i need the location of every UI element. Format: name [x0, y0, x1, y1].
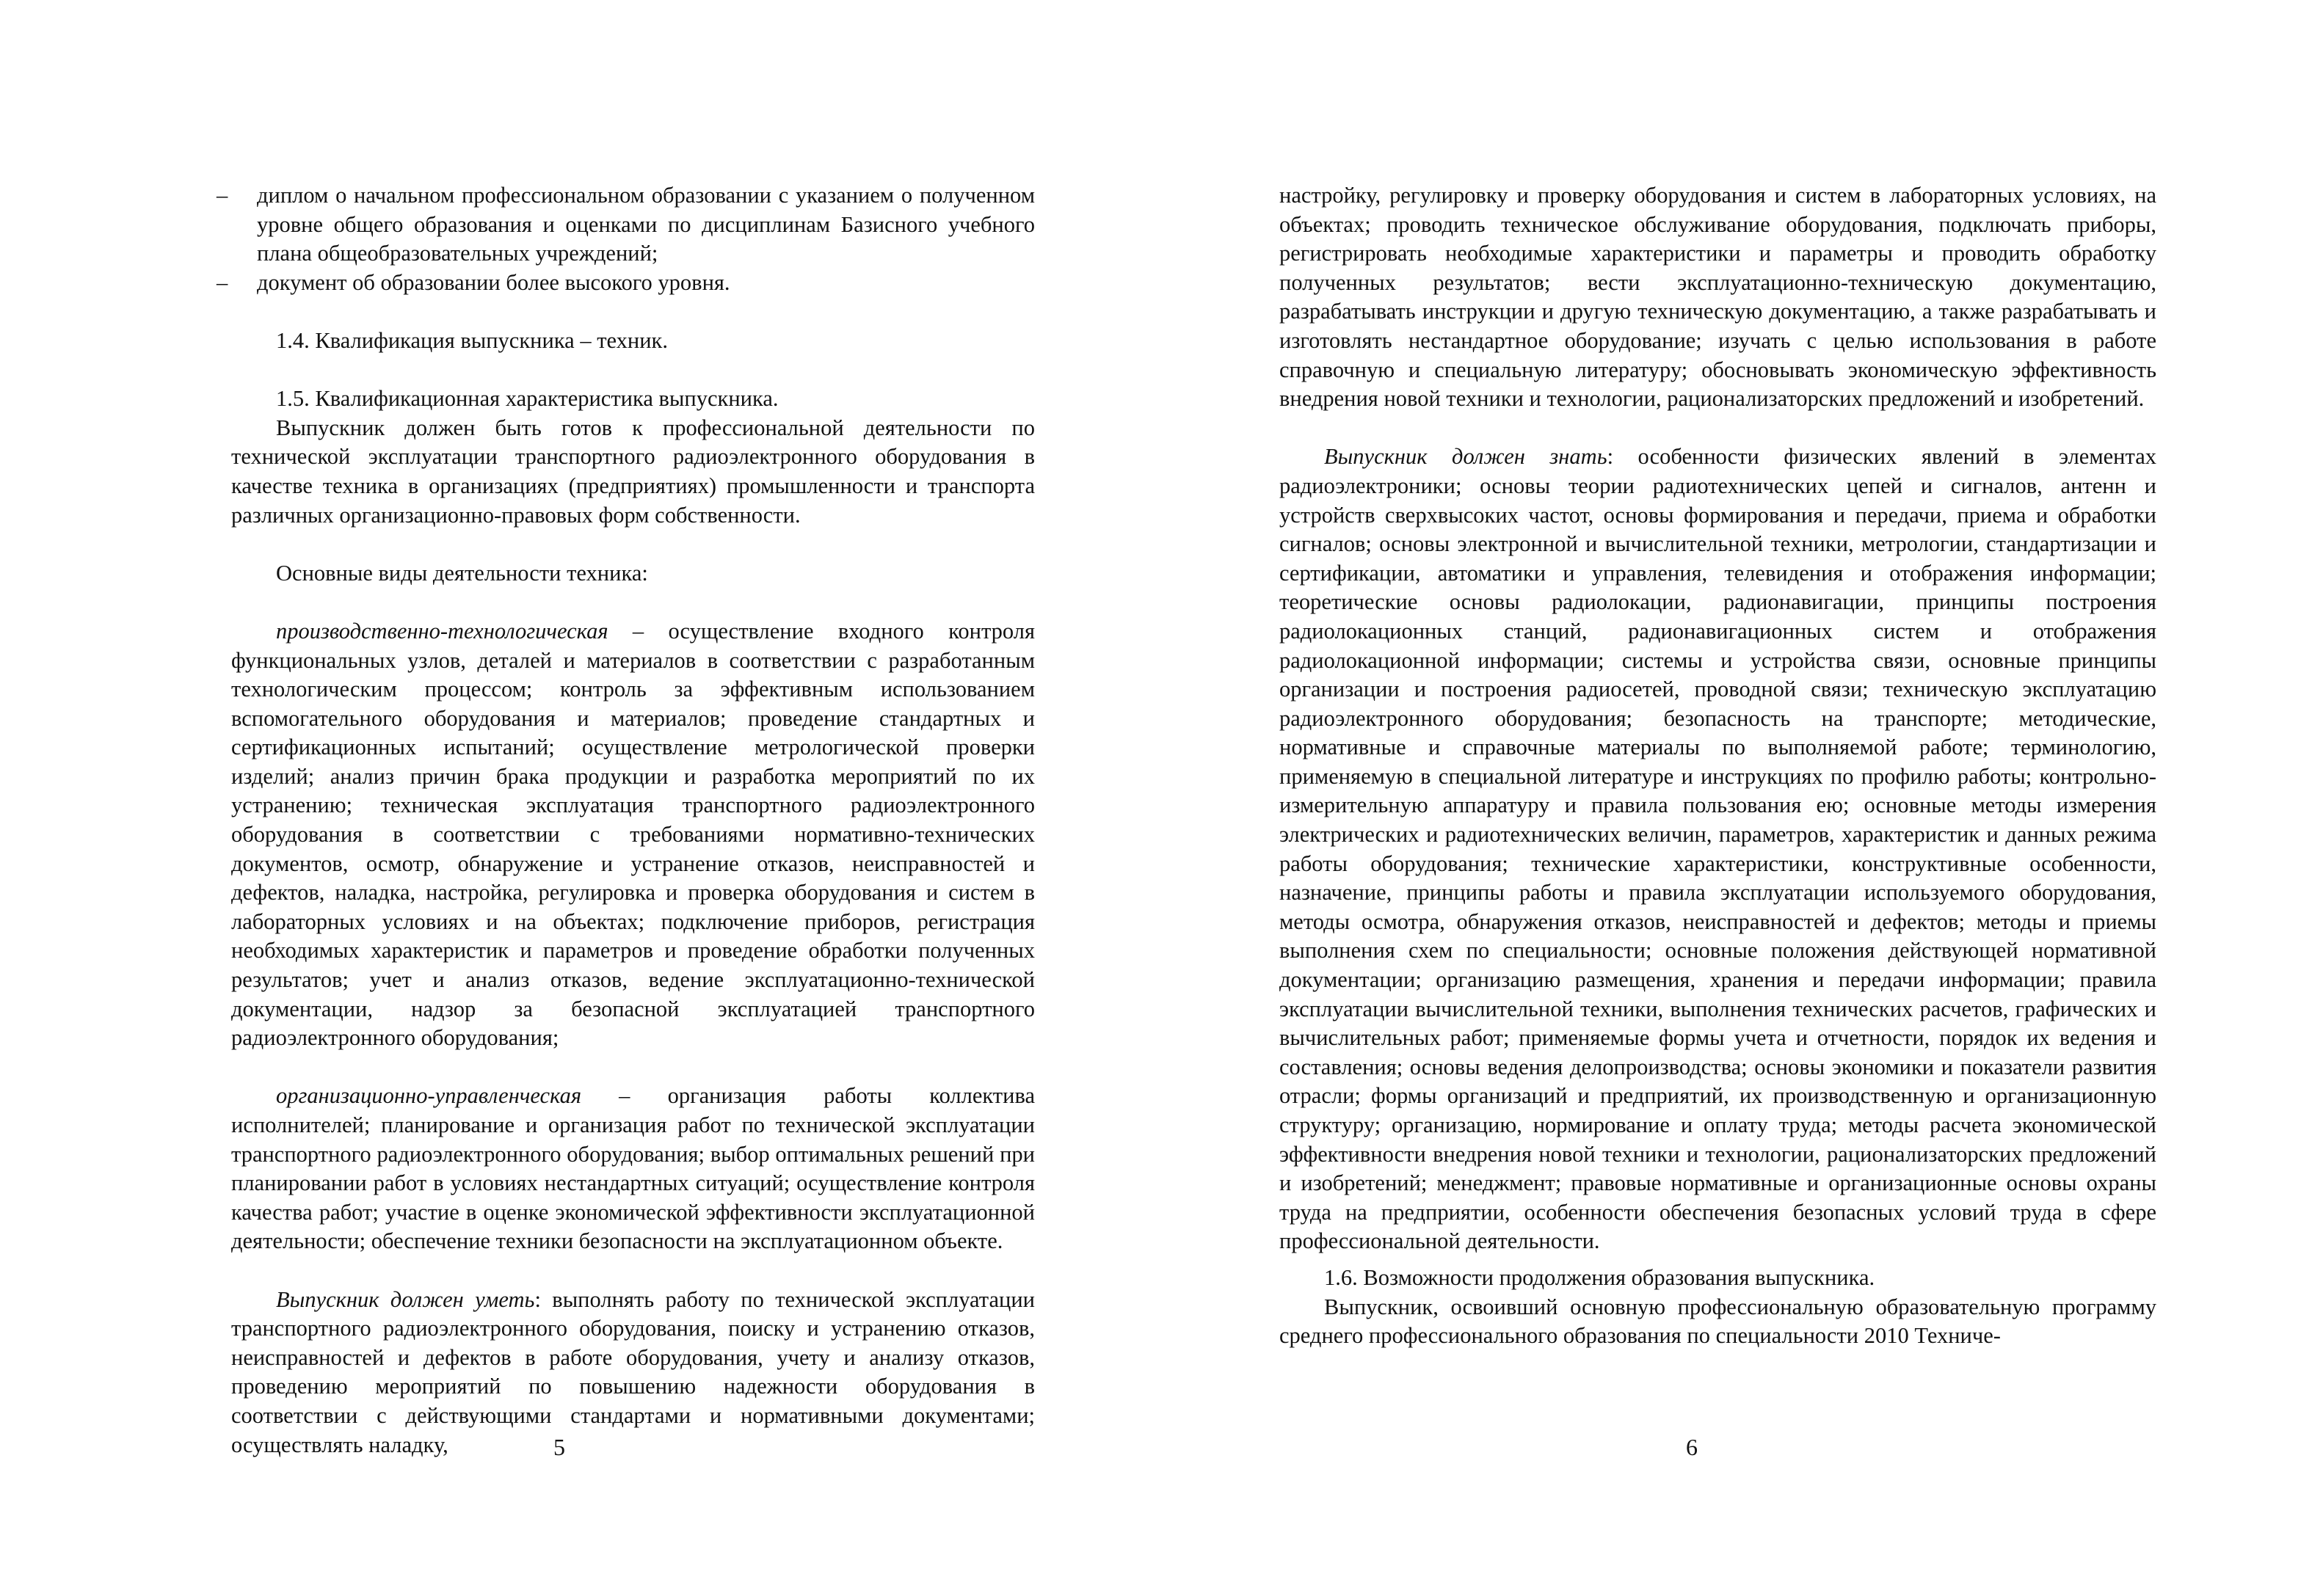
activity-production-text: – осуществление входного контроля функциональных узлов, деталей и материалов в соответствии с разработанным технологическим процессом; контроль за эффективным использованием вспомогательного оборудования и материалов; проведение стандартных и сертификационных испытаний; осуществление метрологической проверки изделий; анализ причин брака продукции и разработка мероприятий по их устранению; техническая эксплуатация транспортного радиоэлектронного оборудования в соответствии с требованиями нормативно-технических документов, осмотр, обнаружение и устранение отказов, неисправностей и дефектов, наладка, настройка, регулировка и проверка оборудования и систем в лабораторных условиях и на объектах; подключение приборов, регистрация необходимых характеристик и параметров и проведение обработки полученных результатов; учет и анализ отказов, ведение эксплуатационно-технической документации, надзор за безопасной эксплуатацией транспортного радиоэлектронного оборудования;	[231, 618, 1035, 1051]
section-1-4-heading: 1.4. Квалификация выпускника – техник.	[276, 327, 669, 353]
activity-management-text: – организация работы коллектива исполнителей; планирование и организация работ по технической эксплуатации транспортного радиоэлектронного оборудования; выбор оптимальных решений при планировании работ в условиях нестандартных ситуаций; осуществление контроля качества работ; участие в оценке экономической эффективности эксплуатационной деятельности; обеспечение техники безопасности на эксплуатационном объекте.	[231, 1083, 1035, 1254]
page-number: 6	[1686, 1434, 1698, 1460]
skills-title: Выпускник должен уметь	[276, 1286, 535, 1312]
section-1-5-heading: 1.5. Квалификационная характеристика выпускника.	[276, 386, 779, 412]
skills-text: : выполнять работу по технической эксплуатации транспортного радиоэлектронного оборудования, поиску и устранению отказов, неисправностей и дефектов в работе оборудования, учету и анализу отказов, проведению мероприятий по повышению надежности оборудования в соответствии с действующими стандартами и нормативными документами; осуществлять наладку,	[231, 1286, 1035, 1457]
list-item-text: диплом о начальном профессиональном образовании с указанием о полученном уровне общего образования и оценками по дисциплинам Базисного учебного плана общеобразовательных учреждений;	[257, 183, 1035, 266]
knowledge-title: Выпускник должен знать	[1324, 444, 1607, 470]
knowledge-text: : особенности физических явлений в элементах радиоэлектроники; основы теории радиотехнических цепей и сигналов, антенн и устройств сверхвысоких частот, основы формирования и передачи, приема и обработки сигналов; основы электронной и вычислительной техники, метрологии, стандартизации и сертификации, автоматики и управления, телевидения и отображения информации; теоретические основы радиолокации, радионавигации, принципы построения радиолокационных станций, радионавигационных систем и отображения радиолокационной информации; системы и устройства связи, основные принципы организации и построения радиосетей, проводной связи; техническую эксплуатацию радиоэлектронного оборудования; безопасность на транспорте; методические, нормативные и справочные материалы по выполняемой работе; терминологию, применяемую в специальной литературе и инструкциях по профилю работы; контрольно-измерительную аппаратуру и правила пользования ею; основные методы измерения электрических и радиотехнических величин, параметров, характеристик и данных режима работы оборудования; технические характеристики, конструктивные особенности, назначение, принципы работы и правила эксплуатации используемого оборудования, методы осмотра, обнаружения отказов, неисправностей и дефектов; методы и приемы выполнения схем по специальности; основные положения действующей нормативной документации; организацию размещения, хранения и передачи информации; правила эксплуатации вычислительной техники, выполнения технических расчетов, графических и вычислительных работ; применяемые формы учета и отчетности, порядок их ведения и составления; основы ведения делопроизводства; основы экономики и показатели развития отрасли; формы организаций и предприятий, их производственную и организационную структуру; организацию, нормирование и оплату труда; методы расчета экономической эффективности внедрения новой техники и технологии, рационализаторских предложений и изобретений; менеджмент; правовые нормативные и организационные основы охраны труда на предприятии, особенности обеспечения безопасных условий труда в сфере профессиональной деятельности.	[1279, 444, 2156, 1254]
document-list	[217, 181, 1035, 297]
main-activities-heading: Основные виды деятельности техника:	[276, 560, 648, 586]
section-1-6-heading: 1.6. Возможности продолжения образования выпускника.	[1324, 1264, 1875, 1290]
list-item	[217, 181, 1035, 269]
skills-continuation-paragraph: настройку, регулировку и проверку оборудования и систем в лабораторных условиях, на объектах; проводить техническое обслуживание оборудования, подключать приборы, регистрировать необходимые характеристики и параметры и проводить обработку полученных результатов; вести эксплуатационно-техническую документацию, разрабатывать инструкции и другую техническую документацию, а также разрабатывать и изготовлять нестандартное оборудование; изучать с целью использования в работе справочную и специальную литературу; обосновывать экономическую эффективность внедрения новой техники и технологии, рационализаторских предложений и изобретений.	[1279, 183, 2156, 412]
list-item-text: документ об образовании более высокого уровня.	[257, 269, 730, 295]
skills-paragraph	[231, 1286, 1035, 1460]
left-page-text	[217, 181, 1035, 1460]
list-marker: –	[217, 183, 228, 208]
activity-management-title: организационно-управленческая	[276, 1083, 582, 1109]
activity-production-paragraph	[231, 617, 1035, 1053]
readiness-paragraph: Выпускник должен быть готов к профессиональной деятельности по технической эксплуатации транспортного радиоэлектронного оборудования в качестве техника в организациях (предприятиях) промышленности и транспорта различных организационно-правовых форм собственности.	[231, 415, 1035, 528]
graduate-paragraph: Выпускник, освоивший основную профессиональную образовательную программу среднего профессионального образования по специальности 2010 Техниче-	[1279, 1294, 2156, 1349]
page-number: 5	[553, 1434, 565, 1460]
activity-management-paragraph	[231, 1082, 1035, 1256]
right-page-text	[1279, 181, 2156, 1351]
list-item	[217, 269, 1035, 298]
knowledge-paragraph	[1279, 442, 2156, 1256]
activity-production-title: производственно-технологическая	[276, 618, 608, 644]
list-marker: –	[217, 269, 228, 295]
right-page	[1156, 0, 2312, 1596]
